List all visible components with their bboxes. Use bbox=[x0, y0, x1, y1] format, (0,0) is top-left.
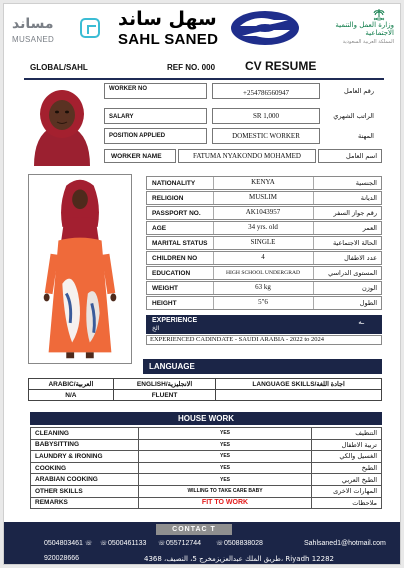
skill-label: CLEANING bbox=[31, 428, 139, 440]
worker-name-arabic-cell bbox=[318, 149, 382, 163]
cv-title: CV RESUME bbox=[245, 59, 317, 73]
detail-row-children bbox=[146, 251, 382, 265]
detail-value: 63 kg bbox=[255, 283, 271, 291]
position-label-cell bbox=[104, 128, 207, 144]
language-table bbox=[28, 378, 382, 401]
detail-row-height bbox=[146, 296, 382, 310]
phone-2 bbox=[100, 540, 146, 547]
sahl-saned-english: SAHL SANED bbox=[118, 31, 219, 48]
salary-arabic: الراتب الشهري bbox=[333, 112, 374, 120]
house-work-row bbox=[31, 474, 382, 486]
detail-value: 34 yrs. old bbox=[248, 223, 278, 231]
phone-number: 0504803461 bbox=[44, 540, 83, 547]
detail-label: CHILDREN NO bbox=[152, 255, 198, 262]
email-address: Sahlsaned1@hotmail.com bbox=[304, 540, 386, 547]
worker-no-label: WORKER NO bbox=[109, 86, 147, 92]
phone-icon: ☏ bbox=[158, 540, 166, 547]
divider bbox=[213, 192, 214, 204]
lang-arabic-header: ARABIC/العربية bbox=[29, 379, 114, 390]
phone-3 bbox=[158, 540, 201, 547]
detail-label: RELIGION bbox=[152, 195, 184, 202]
phone-number: 0508838028 bbox=[224, 540, 263, 547]
agency-code: GLOBAL/SAHL bbox=[30, 63, 88, 72]
worker-no-value-cell bbox=[212, 83, 320, 99]
skill-label: LAUNDRY & IRONING bbox=[31, 451, 139, 463]
skill-arabic: الغسيل والكي bbox=[312, 451, 382, 463]
detail-arabic: عدد الاطفال bbox=[344, 254, 377, 262]
position-label: POSITION APPLIED bbox=[109, 133, 166, 139]
divider bbox=[313, 297, 314, 309]
palm-swords-icon bbox=[372, 8, 386, 22]
house-work-row bbox=[31, 451, 382, 463]
phone-4 bbox=[216, 540, 263, 547]
skill-value: YES bbox=[139, 474, 312, 486]
house-work-table bbox=[30, 427, 382, 509]
phone-icon: ☏ bbox=[100, 540, 108, 547]
phone-number: 920028666 bbox=[44, 555, 80, 562]
detail-arabic: المستوى الدراسي bbox=[328, 269, 377, 277]
detail-arabic: الوزن bbox=[361, 284, 377, 292]
skill-label: COOKING bbox=[31, 462, 139, 474]
house-work-header: HOUSE WORK bbox=[30, 412, 382, 425]
detail-value: 5"6 bbox=[258, 298, 268, 306]
detail-arabic: الطول bbox=[359, 299, 377, 307]
detail-label: AGE bbox=[152, 225, 167, 232]
position-arabic: المهنة bbox=[358, 132, 374, 140]
phone-5 bbox=[44, 555, 79, 562]
divider bbox=[313, 252, 314, 264]
detail-arabic: رقم جواز السفر bbox=[333, 209, 377, 217]
detail-arabic: الحالة الاجتماعية bbox=[332, 239, 377, 247]
house-work-row bbox=[31, 462, 382, 474]
phone-number: 0500461133 bbox=[108, 540, 147, 547]
cv-page bbox=[3, 3, 401, 565]
language-value-row bbox=[29, 390, 382, 401]
detail-arabic: الديانة bbox=[360, 194, 377, 202]
contact-tab: CONTAC T bbox=[156, 524, 232, 535]
skill-label: BABYSITTING bbox=[31, 439, 139, 451]
detail-row-religion bbox=[146, 191, 382, 205]
experience-arabic-right: ـه bbox=[358, 318, 364, 326]
lang-skills-header: LANGUAGE SKILLS/اجادة اللغة bbox=[216, 379, 382, 390]
position-value-cell bbox=[212, 128, 320, 144]
phone-icon: ☏ bbox=[84, 540, 93, 547]
musaned-arabic: مساند bbox=[12, 16, 54, 32]
divider bbox=[313, 282, 314, 294]
experience-header bbox=[146, 315, 382, 334]
skill-arabic: الطبخ العربي bbox=[312, 474, 382, 486]
salary-label: SALARY bbox=[109, 114, 134, 120]
divider bbox=[213, 207, 214, 219]
detail-value: SINGLE bbox=[250, 238, 276, 246]
email bbox=[304, 540, 386, 547]
phone-1 bbox=[44, 540, 91, 547]
detail-label: PASSPORT NO. bbox=[152, 210, 201, 217]
worker-name-arabic: اسم العامل bbox=[346, 152, 377, 160]
divider bbox=[213, 177, 214, 189]
musaned-english: MUSANED bbox=[12, 35, 55, 44]
divider bbox=[213, 252, 214, 264]
detail-label: EDUCATION bbox=[152, 270, 191, 277]
sahl-saned-arabic: سهل ساند bbox=[118, 8, 217, 30]
detail-value: AK1043957 bbox=[245, 208, 281, 216]
worker-name-value: FATUMA NYAKONDO MOHAMED bbox=[193, 152, 301, 160]
divider bbox=[213, 282, 214, 294]
skill-label: REMARKS bbox=[31, 497, 139, 509]
divider bbox=[313, 177, 314, 189]
skill-value: YES bbox=[139, 451, 312, 463]
header bbox=[4, 4, 401, 54]
house-work-row bbox=[31, 439, 382, 451]
detail-label: WEIGHT bbox=[152, 285, 178, 292]
ministry-logo bbox=[322, 8, 398, 52]
subheader bbox=[4, 58, 401, 78]
musaned-icon bbox=[80, 18, 100, 38]
detail-label: MARITAL STATUS bbox=[152, 240, 208, 247]
divider bbox=[213, 237, 214, 249]
divider bbox=[213, 267, 214, 279]
experience-label: EXPERIENCE bbox=[152, 317, 198, 324]
skill-arabic: المهارات الاخرى bbox=[312, 485, 382, 497]
detail-arabic: الجنسية bbox=[355, 179, 377, 187]
house-work-row bbox=[31, 428, 382, 440]
skill-label: ARABIAN COOKING bbox=[31, 474, 139, 486]
detail-row-weight bbox=[146, 281, 382, 295]
detail-value: KENYA bbox=[251, 178, 275, 186]
detail-row-marital-status bbox=[146, 236, 382, 250]
skill-arabic: تربية الاطفال bbox=[312, 439, 382, 451]
skill-label: OTHER SKILLS bbox=[31, 485, 139, 497]
lang-skills-value bbox=[216, 390, 382, 401]
divider bbox=[313, 267, 314, 279]
experience-value: EXPERIENCED CADINDATE - SAUDI ARABIA - 2022 to 2024 bbox=[146, 335, 382, 345]
divider bbox=[313, 222, 314, 234]
language-header: LANGUAGE bbox=[143, 359, 382, 374]
ministry-name: وزارة العمل والتنمية الاجتماعية bbox=[335, 21, 394, 37]
worker-name-label-cell bbox=[104, 149, 176, 163]
worker-portrait-photo bbox=[26, 84, 98, 166]
detail-value: HIGH SCHOOL UNDERGRAD bbox=[225, 270, 301, 276]
position-value: DOMESTIC WORKER bbox=[232, 132, 300, 140]
detail-arabic: العمر bbox=[362, 224, 377, 232]
skill-value: YES bbox=[139, 428, 312, 440]
worker-no-value: +254786560947 bbox=[243, 89, 289, 97]
remarks-value: FIT TO WORK bbox=[139, 497, 312, 509]
detail-row-education bbox=[146, 266, 382, 280]
house-work-row bbox=[31, 485, 382, 497]
experience-arabic: الخ bbox=[152, 325, 160, 332]
detail-row-nationality bbox=[146, 176, 382, 190]
skill-arabic: التنظيف bbox=[312, 428, 382, 440]
detail-label: HEIGHT bbox=[152, 300, 177, 307]
worker-no-arabic: رقم العامل bbox=[344, 87, 374, 95]
divider bbox=[313, 192, 314, 204]
detail-label: NATIONALITY bbox=[152, 180, 196, 187]
detail-row-passport bbox=[146, 206, 382, 220]
reference-number: REF NO. 000 bbox=[167, 63, 216, 72]
language-header-row bbox=[29, 379, 382, 390]
divider bbox=[213, 222, 214, 234]
header-divider bbox=[24, 78, 384, 80]
personal-details-table bbox=[146, 176, 382, 311]
salary-label-cell bbox=[104, 108, 207, 124]
detail-value: MUSLIM bbox=[248, 193, 277, 201]
divider bbox=[313, 237, 314, 249]
skill-value: WILLING TO TAKE CARE BABY bbox=[139, 485, 312, 497]
worker-name-value-cell bbox=[178, 149, 316, 163]
divider bbox=[213, 297, 214, 309]
musaned-logo bbox=[12, 14, 102, 46]
lang-english-value: FLUENT bbox=[113, 390, 215, 401]
ministry-subtitle: المملكة العربية السعودية bbox=[342, 39, 394, 45]
office-address: طريق الملك عبدالعزيزمخرج 5، النصيف، 4368، Riyadh 12282 bbox=[144, 555, 334, 563]
detail-value: 4 bbox=[261, 253, 265, 261]
worker-no-label-cell bbox=[104, 83, 207, 99]
worker-full-photo bbox=[28, 174, 132, 364]
house-work-row bbox=[31, 497, 382, 509]
sahl-saned-logo-icon bbox=[230, 10, 300, 46]
phone-icon: ☏ bbox=[216, 540, 224, 547]
salary-value: SR 1,000 bbox=[252, 112, 280, 120]
detail-row-age bbox=[146, 221, 382, 235]
divider bbox=[313, 207, 314, 219]
skill-value: YES bbox=[139, 462, 312, 474]
skill-value: YES bbox=[139, 439, 312, 451]
lang-arabic-value: N/A bbox=[29, 390, 114, 401]
skill-arabic: الطبخ bbox=[312, 462, 382, 474]
lang-english-header: ENGLISH/الانجليزية bbox=[113, 379, 215, 390]
salary-value-cell bbox=[212, 108, 320, 124]
phone-number: 055712744 bbox=[166, 540, 202, 547]
skill-arabic: ملاحظات bbox=[312, 497, 382, 509]
worker-name-label: WORKER NAME bbox=[111, 153, 162, 160]
